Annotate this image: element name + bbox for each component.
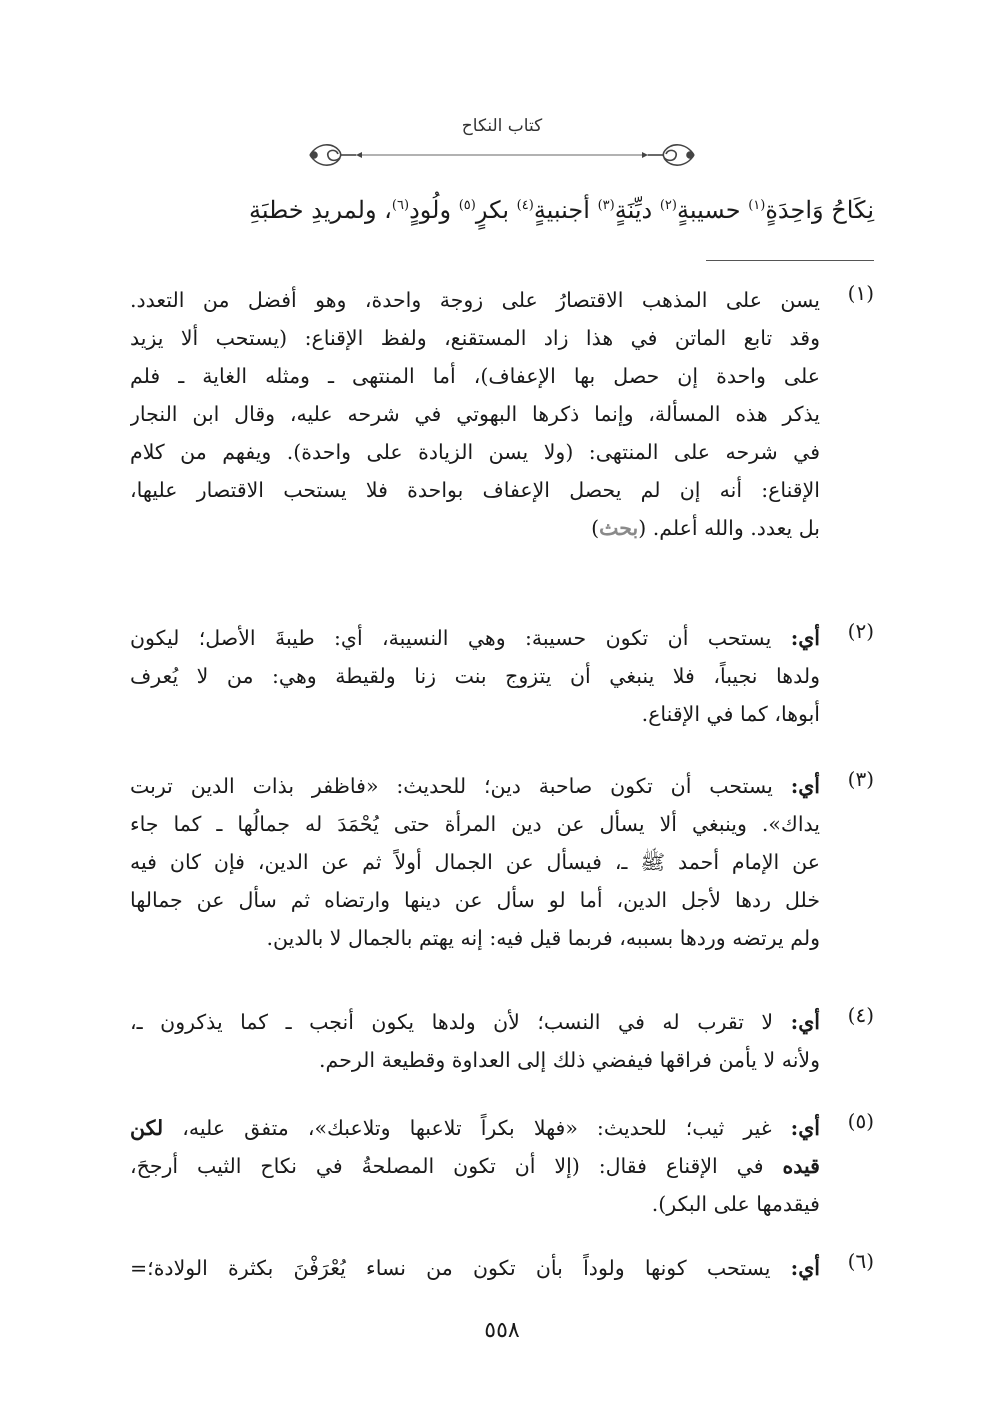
footnote-number: (٦)	[847, 1249, 874, 1273]
footnote-line: ولم يرتضه وردها بسببه، فربما قيل فيه: إنه يهتم بالجمال لا بالدين.	[266, 926, 820, 950]
main-word: ديِّنَةٍ	[614, 196, 653, 224]
footnote-lead: أي:	[790, 1010, 820, 1034]
footnote-ref[interactable]: (٥)	[458, 198, 476, 213]
main-word: أجنبيةٍ	[533, 196, 590, 224]
footnote-number: (٤)	[847, 1003, 874, 1027]
footnote-emphasis: قيده	[782, 1154, 820, 1178]
research-mark: بحث	[599, 516, 639, 540]
footnote-emphasis: لكن	[130, 1116, 164, 1140]
footnote-lead: أي:	[790, 1256, 820, 1280]
footnote-lead: أي:	[790, 1116, 820, 1140]
footnote-3	[130, 767, 874, 957]
footnote-line: يذكر هذه المسألة، وإنما ذكرها البهوتي في شرحه عليه، وقال ابن النجار	[130, 402, 820, 426]
footnote-number: (٥)	[847, 1109, 874, 1133]
footnote-line: على واحدة إن حصل بها الإعفاف)، أما المنتهى ـ ومثله الغاية ـ فلم	[130, 364, 820, 388]
footnote-ref[interactable]: (٣)	[597, 198, 615, 213]
footnote-text: )	[591, 516, 600, 540]
footnote-line	[130, 1003, 820, 1041]
footnote-line	[130, 767, 820, 805]
footnote-line: ولأنه لا يأمن فراقها فيفضي ذلك إلى العداوة وقطيعة الرحم.	[319, 1048, 820, 1072]
footnote-text: غير ثيب؛ للحديث: «فهلا بكراً تلاعبها وتلاعبك»، متفق عليه،	[182, 1116, 772, 1140]
footnote-5	[130, 1109, 874, 1223]
footnote-text: يستحب أن تكون صاحبة دين؛ للحديث: «فاظفر بذات الدين تربت	[130, 774, 773, 798]
footnote-line: يسن على المذهب الاقتصارُ على زوجة واحدة، وهو أفضل من التعدد.	[130, 288, 820, 312]
footnote-ref[interactable]: (١)	[748, 198, 766, 213]
footnote-text: يستحب كونها ولوداً بأن تكون من نساء يُعْرَفْنَ بكثرة الولادة؛=	[130, 1256, 771, 1280]
footnote-line: خلل ردها لأجل الدين، أما لو سأل عن دينها وارتضاه ثم سأل عن جمالها	[130, 888, 820, 912]
footnote-line	[130, 1147, 820, 1185]
footnote-line	[130, 509, 820, 547]
main-word: ولُودٍ	[409, 196, 452, 224]
footnote-separator	[706, 260, 874, 261]
page-number: ٥٥٨	[484, 1318, 520, 1343]
footnote-line: في شرحه على المنتهى: (ولا يسن الزيادة على واحدة). ويفهم من كلام	[130, 440, 820, 464]
footnote-line: عن الإمام أحمد ﷺ ـ، فيسأل عن الجمال أولاً ثم عن الدين، فإن كان فيه	[130, 850, 820, 874]
footnote-2	[130, 619, 874, 733]
footnote-text: في الإقناع فقال: (إلا أن تكون المصلحةُ في نكاح الثيب أرجحَ،	[130, 1154, 764, 1178]
running-header-title: كتاب النكاح	[461, 116, 543, 136]
footnote-line: فيقدمها على البكر).	[651, 1192, 820, 1216]
footnote-ref[interactable]: (٢)	[659, 198, 677, 213]
footnote-text: يستحب أن تكون حسيبة: وهي النسيبة، أي: طيبةَ الأصل؛ ليكون	[130, 626, 772, 650]
footnote-line	[130, 1109, 820, 1147]
footnote-line: ولدها نجيباً، فلا ينبغي أن يتزوج بنت زنا ولقيطة وهي: من لا يُعرف	[130, 664, 820, 688]
footnote-line: أبوها، كما في الإقناع.	[641, 702, 820, 726]
footnote-text: لا تقرب له في النسب؛ لأن ولدها يكون أنجب ـ كما يذكرون ـ،	[130, 1010, 774, 1034]
main-text-line	[130, 196, 874, 224]
footnote-lead: أي:	[790, 626, 820, 650]
footnote-line: وقد تابع الماتن في هذا زاد المستقنع، ولفظ الإقناع: (يستحب ألا يزيد	[130, 326, 820, 350]
main-word: بكرٍ	[475, 196, 510, 224]
footnote-line	[130, 1249, 820, 1287]
footnote-4	[130, 1003, 874, 1079]
main-word: حسيبةٍ	[676, 196, 741, 224]
footnote-line: الإقناع: أنه إن لم يحصل الإعفاف بواحدة فلا يستحب الاقتصار عليها،	[130, 478, 820, 502]
footnote-number: (٢)	[847, 619, 874, 643]
footnote-number: (٣)	[847, 767, 874, 791]
main-word: نِكَاحُ وَاحِدَةٍ	[765, 196, 874, 224]
footnote-ref[interactable]: (٤)	[516, 198, 534, 213]
footnote-text: بل يعدد. والله أعلم. (	[638, 516, 820, 540]
footnote-line	[130, 619, 820, 657]
footnote-line: يداك». وينبغي ألا يسأل عن دين المرأة حتى يُحْمَدَ له جمالُها ـ كما جاء	[130, 812, 820, 836]
footnote-1	[130, 281, 874, 547]
footnote-ref[interactable]: (٦)	[391, 198, 410, 213]
main-word: ، ولمريدِ خطبَةِ	[248, 196, 392, 224]
footnote-6	[130, 1249, 874, 1287]
footnote-number: (١)	[847, 281, 874, 305]
header-ornament	[300, 138, 704, 172]
footnote-lead: أي:	[790, 774, 820, 798]
